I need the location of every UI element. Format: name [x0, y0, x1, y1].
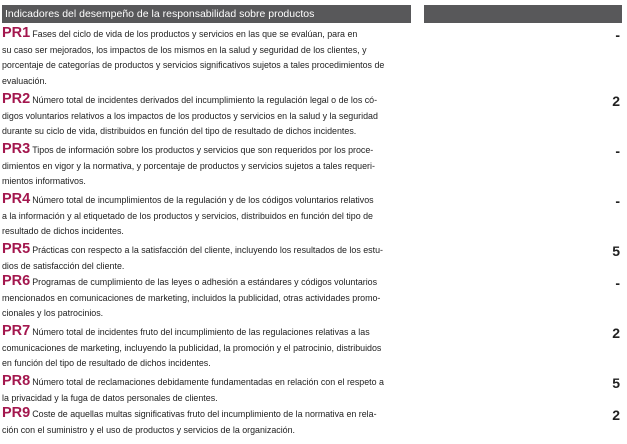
- indicator-row-pr4: [2, 193, 622, 240]
- description-line: digos voluntarios relativos a los impactos de los productos y servicios en la salud y la seguridad: [2, 110, 378, 121]
- description-line: PR8 Número total de reclamaciones debidamente fundamentadas en relación con el respeto a: [2, 373, 384, 389]
- indicator-code: PR4: [2, 191, 31, 207]
- indicator-description: [2, 243, 414, 274]
- indicator-code: PR5: [2, 241, 31, 257]
- indicator-value: 2: [612, 325, 620, 341]
- indicator-row-pr9: [2, 407, 622, 438]
- indicator-description: [2, 407, 414, 438]
- description-line: dimientos en vigor y la normativa, y porcentaje de productos y servicios sujetos a tales requeri-: [2, 160, 375, 171]
- indicator-value: -: [615, 143, 620, 159]
- indicator-value: 2: [612, 93, 620, 109]
- description-line: su caso ser mejorados, los impactos de los mismos en la salud y seguridad de los clientes, y: [2, 44, 367, 55]
- indicator-code: PR1: [2, 25, 31, 41]
- indicator-value: 2: [612, 407, 620, 423]
- indicator-value: -: [615, 275, 620, 291]
- description-line: resultado de dichos incidentes.: [2, 226, 124, 236]
- description-line: mientos informativos.: [2, 176, 86, 186]
- indicator-code: PR2: [2, 91, 31, 107]
- indicator-description: [2, 93, 414, 140]
- indicator-row-pr3: [2, 143, 622, 190]
- description-line: PR6 Programas de cumplimiento de las leyes o adhesión a estándares y códigos voluntarios: [2, 273, 378, 289]
- description-line: PR1 Fases del ciclo de vida de los productos y servicios en las que se evalúan, para en: [2, 25, 358, 41]
- section-header: [2, 5, 411, 23]
- indicator-row-pr2: [2, 93, 622, 140]
- value-column-header: [424, 5, 622, 23]
- indicator-description: [2, 275, 414, 322]
- description-line: la privacidad y la fuga de datos personales de clientes.: [2, 392, 218, 403]
- indicator-code: PR7: [2, 323, 31, 339]
- indicator-value: 5: [612, 375, 620, 391]
- description-line: PR5 Prácticas con respecto a la satisfacción del cliente, incluyendo los resultados de los estu-: [2, 241, 383, 257]
- description-line: en función del tipo de resultado de dichos incidentes.: [2, 358, 211, 368]
- indicator-description: [2, 27, 414, 89]
- description-line: cionales y los patrocinios.: [2, 308, 104, 318]
- description-line: porcentaje de categorías de productos y servicios significativos sujetos a tales procedimientos de: [2, 60, 385, 70]
- indicator-row-pr6: [2, 275, 622, 322]
- description-line: PR7 Número total de incidentes fruto del incumplimiento de las regulaciones relativas a las: [2, 323, 370, 339]
- description-line: durante su ciclo de vida, distribuidos en función del tipo de resultado de dichos incidentes.: [2, 126, 357, 136]
- description-line: a la información y al etiquetado de los productos y servicios, distribuidos en función del tipo de: [2, 210, 373, 221]
- indicator-row-pr7: [2, 325, 622, 372]
- description-line: ción con el suministro y el uso de productos y servicios de la organización.: [2, 424, 296, 435]
- indicator-value: 5: [612, 243, 620, 259]
- indicator-row-pr8: [2, 375, 622, 406]
- indicator-description: [2, 325, 414, 372]
- description-line: mencionados en comunicaciones de marketing, incluidos la publicidad, otras actividades promo-: [2, 292, 381, 303]
- description-line: PR2 Número total de incidentes derivados del incumplimiento la regulación legal o de los có-: [2, 91, 378, 107]
- indicator-code: PR6: [2, 273, 31, 289]
- indicator-description: [2, 143, 414, 190]
- indicator-description: [2, 375, 414, 406]
- description-line: PR4 Número total de incumplimientos de la regulación y de los códigos voluntarios relativos: [2, 191, 374, 207]
- indicator-description: [2, 193, 414, 240]
- indicator-code: PR8: [2, 373, 31, 389]
- indicator-value: -: [615, 27, 620, 43]
- indicator-value: -: [615, 193, 620, 209]
- indicator-row-pr1: [2, 27, 622, 89]
- indicator-row-pr5: [2, 243, 622, 274]
- description-line: PR3 Tipos de información sobre los productos y servicios que son requeridos por los proce-: [2, 141, 374, 157]
- indicator-code: PR9: [2, 405, 31, 421]
- description-line: PR9 Coste de aquellas multas significativas fruto del incumplimiento de la normativa en rela-: [2, 405, 377, 421]
- section-title: Indicadores del desempeño de la responsabilidad sobre productos: [5, 8, 315, 20]
- description-line: comunicaciones de marketing, incluyendo la publicidad, la promoción y el patrocinio, distribuidos: [2, 342, 382, 353]
- description-line: evaluación.: [2, 75, 47, 86]
- description-line: dios de satisfacción del cliente.: [2, 260, 125, 271]
- indicator-code: PR3: [2, 141, 31, 157]
